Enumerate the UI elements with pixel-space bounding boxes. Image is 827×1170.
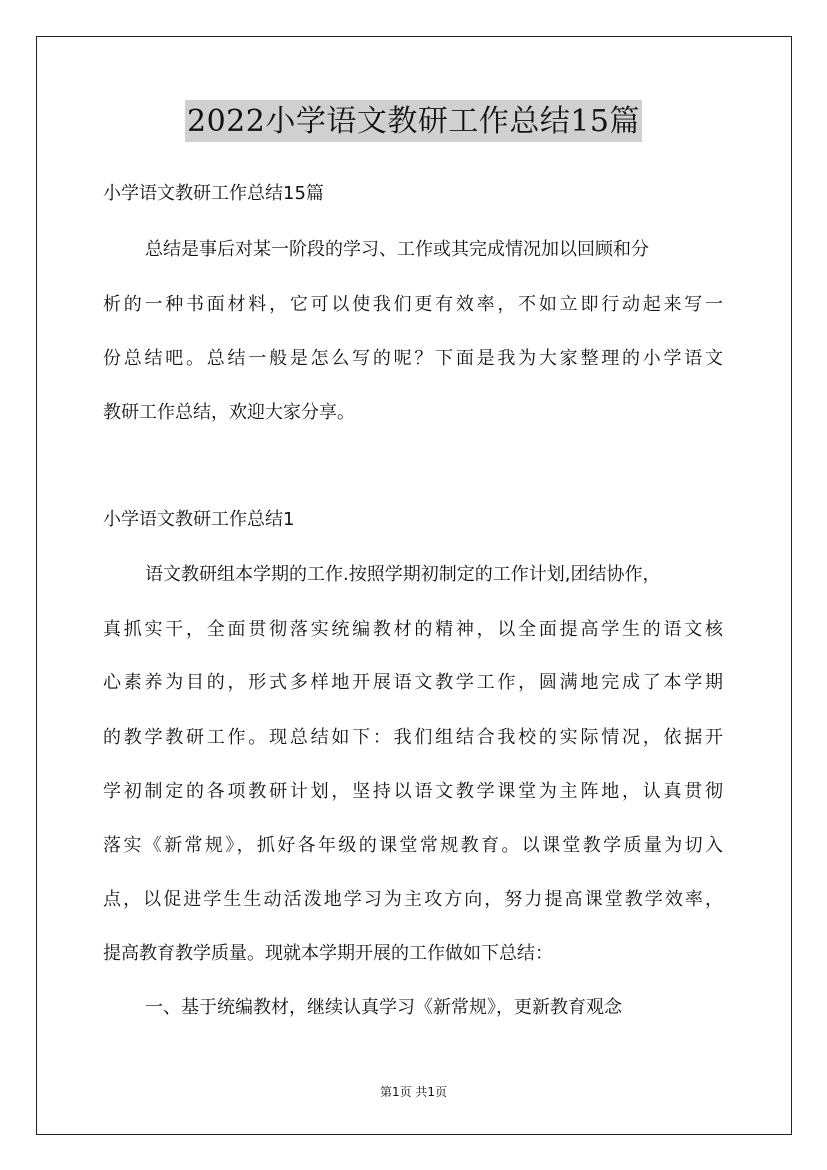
- document-title: 2022小学语文教研工作总结15篇: [185, 100, 642, 142]
- body-line-1: 语文教研组本学期的工作.按照学期初制定的工作计划,团结协作，: [145, 564, 661, 585]
- section-subheading: 一、基于统编教材，继续认真学习《新常规》，更新教育观念: [145, 997, 622, 1018]
- body-line-7: 点，以促进学生生动活泼地学习为主攻方向，努力提高课堂教学效率，: [103, 889, 723, 910]
- page-footer: 第1页 共1页: [379, 1085, 448, 1099]
- body-line-6: 落实《新常规》，抓好各年级的课堂常规教育。以课堂教学质量为切入: [103, 835, 723, 856]
- intro-line-4: 教研工作总结，欢迎大家分享。: [103, 402, 355, 423]
- body-line-5: 学初制定的各项教研计划，坚持以语文教学课堂为主阵地，认真贯彻: [103, 781, 723, 802]
- intro-line-1: 总结是事后对某一阶段的学习、工作或其完成情况加以回顾和分: [145, 239, 649, 260]
- title-container: [0, 100, 827, 142]
- intro-line-2: 析的一种书面材料，它可以使我们更有效率，不如立即行动起来写一: [103, 294, 723, 315]
- body-line-8: 提高教育教学质量。现就本学期开展的工作做如下总结：: [103, 943, 553, 964]
- body-line-3: 心素养为目的，形式多样地开展语文教学工作，圆满地完成了本学期: [103, 672, 723, 693]
- intro-line-3: 份总结吧。总结一般是怎么写的呢？下面是我为大家整理的小学语文: [103, 348, 723, 369]
- body-line-4: 的教学教研工作。现总结如下：我们组结合我校的实际情况，依据开: [103, 727, 723, 748]
- document-subtitle: 小学语文教研工作总结15篇: [103, 183, 324, 204]
- body-line-2: 真抓实干，全面贯彻落实统编教材的精神，以全面提高学生的语文核: [103, 619, 723, 640]
- section-heading: 小学语文教研工作总结1: [103, 509, 295, 530]
